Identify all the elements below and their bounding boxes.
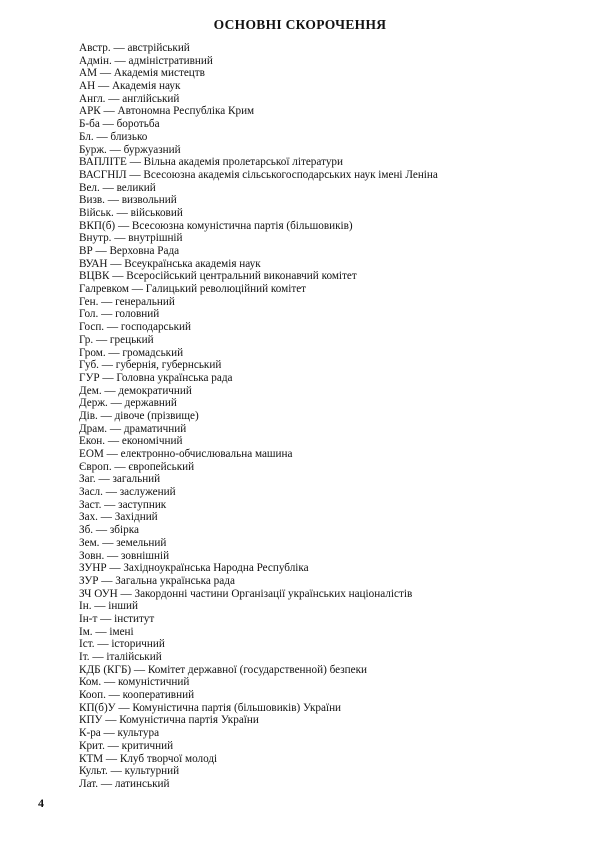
- abbreviation-entry: ВАПЛІТЕ — Вільна академія пролетарської літератури: [79, 156, 343, 169]
- abbreviation-entry: АРК — Автономна Республіка Крим: [79, 105, 255, 118]
- abbreviation-entry: ВЦВК — Всеросійський центральний виконавчий комітет: [79, 270, 357, 283]
- abbreviation-entry: Зовн. — зовнішній: [79, 549, 170, 562]
- abbreviation-entry: Іт. — італійський: [79, 651, 162, 663]
- abbreviation-entry: Гром. — громадський: [79, 346, 184, 359]
- abbreviation-entry: Заг. — загальний: [79, 473, 161, 486]
- abbreviation-entry: ВР — Верховна Рада: [79, 245, 180, 257]
- page-number: 4: [38, 796, 44, 810]
- abbreviation-entry: ГУР — Головна українська рада: [79, 371, 233, 384]
- abbreviation-entry: Гол. — головний: [79, 308, 160, 321]
- abbreviation-entry: Внутр. — внутрішній: [79, 232, 183, 245]
- abbreviation-entry: Ім. — імені: [79, 625, 134, 638]
- abbreviation-entry: Заст. — заступник: [79, 498, 167, 511]
- abbreviation-entry: Австр. — австрійський: [79, 42, 190, 54]
- abbreviation-entry: Бурж. — буржуазний: [79, 143, 181, 156]
- abbreviation-entry: КТМ — Клуб творчої молоді: [79, 752, 218, 765]
- abbreviation-entry: Визв. — визвольний: [79, 194, 177, 207]
- abbreviation-entry: Зем. — земельний: [79, 536, 167, 549]
- abbreviation-entry: Губ. — губернія, губернський: [79, 359, 222, 372]
- abbreviation-entry: Ін-т — інститут: [79, 612, 155, 625]
- abbreviation-entry: Адмін. — адміністративний: [79, 54, 213, 67]
- abbreviation-entry: Лат. — латинський: [79, 777, 170, 790]
- abbreviation-entry: Бл. — близько: [79, 130, 148, 143]
- abbreviation-entry: АМ — Академія мистецтв: [79, 67, 205, 80]
- abbreviation-entry: Госп. — господарський: [79, 321, 192, 334]
- abbreviation-entry: Крит. — критичний: [79, 739, 174, 752]
- abbreviation-entry: Ком. — комуністичний: [79, 676, 190, 689]
- abbreviation-entry: Б-ба — боротьба: [79, 118, 160, 131]
- abbreviation-list: [79, 42, 438, 791]
- abbreviation-entry: Військ. — військовий: [79, 206, 183, 219]
- abbreviation-entry: Держ. — державний: [79, 397, 177, 410]
- abbreviation-entry: Гр. — грецький: [79, 333, 154, 346]
- page-title: ОСНОВНІ СКОРОЧЕННЯ: [213, 17, 387, 32]
- abbreviation-entry: Культ. — культурний: [79, 765, 180, 778]
- abbreviation-entry: КДБ (КГБ) — Комітет державної (государственной) безпеки: [79, 663, 368, 676]
- abbreviation-entry: Зах. — Західний: [79, 511, 158, 524]
- abbreviation-entry: Ген. — генеральний: [79, 295, 175, 308]
- abbreviation-entry: К-ра — культура: [79, 727, 160, 740]
- abbreviation-entry: ЗЧ ОУН — Закордонні частини Організації українських націоналістів: [79, 587, 413, 600]
- abbreviation-entry: ВАСГНІЛ — Всесоюзна академія сільськогосподарських наук імені Леніна: [79, 168, 438, 181]
- abbreviation-entry: Ін. — інший: [79, 600, 138, 613]
- abbreviation-entry: Вел. — великий: [79, 181, 156, 194]
- abbreviation-entry: ЗУНР — Західноукраїнська Народна Республіка: [79, 562, 309, 575]
- abbreviation-entry: Галревком — Галицький революційний комітет: [79, 283, 307, 296]
- abbreviation-entry: ВУАН — Всеукраїнська академія наук: [79, 257, 261, 270]
- abbreviation-entry: КПУ — Комуністична партія України: [79, 714, 259, 727]
- abbreviation-entry: Дів. — дівоче (прізвище): [79, 409, 199, 422]
- abbreviation-entry: Зб. — збірка: [79, 524, 139, 537]
- abbreviation-entry: Дем. — демократичний: [79, 384, 192, 397]
- abbreviation-entry: ЗУР — Загальна українська рада: [79, 574, 235, 587]
- abbreviation-entry: КП(б)У — Комуністична партія (більшовиків) України: [79, 701, 342, 714]
- abbreviation-entry: Іст. — історичний: [79, 638, 165, 651]
- abbreviation-entry: Англ. — англійський: [79, 92, 180, 105]
- abbreviation-entry: ВКП(б) — Всесоюзна комуністична партія (більшовиків): [79, 219, 353, 232]
- abbreviation-entry: Кооп. — кооперативний: [79, 689, 195, 702]
- abbreviation-entry: Європ. — європейський: [79, 460, 195, 473]
- abbreviation-entry: ЕОМ — електронно-обчислювальна машина: [79, 448, 293, 460]
- abbreviation-entry: Драм. — драматичний: [79, 422, 187, 435]
- abbreviation-entry: Екон. — економічний: [79, 435, 183, 448]
- abbreviation-entry: Засл. — заслужений: [79, 486, 176, 499]
- abbreviation-entry: АН — Академія наук: [79, 80, 181, 93]
